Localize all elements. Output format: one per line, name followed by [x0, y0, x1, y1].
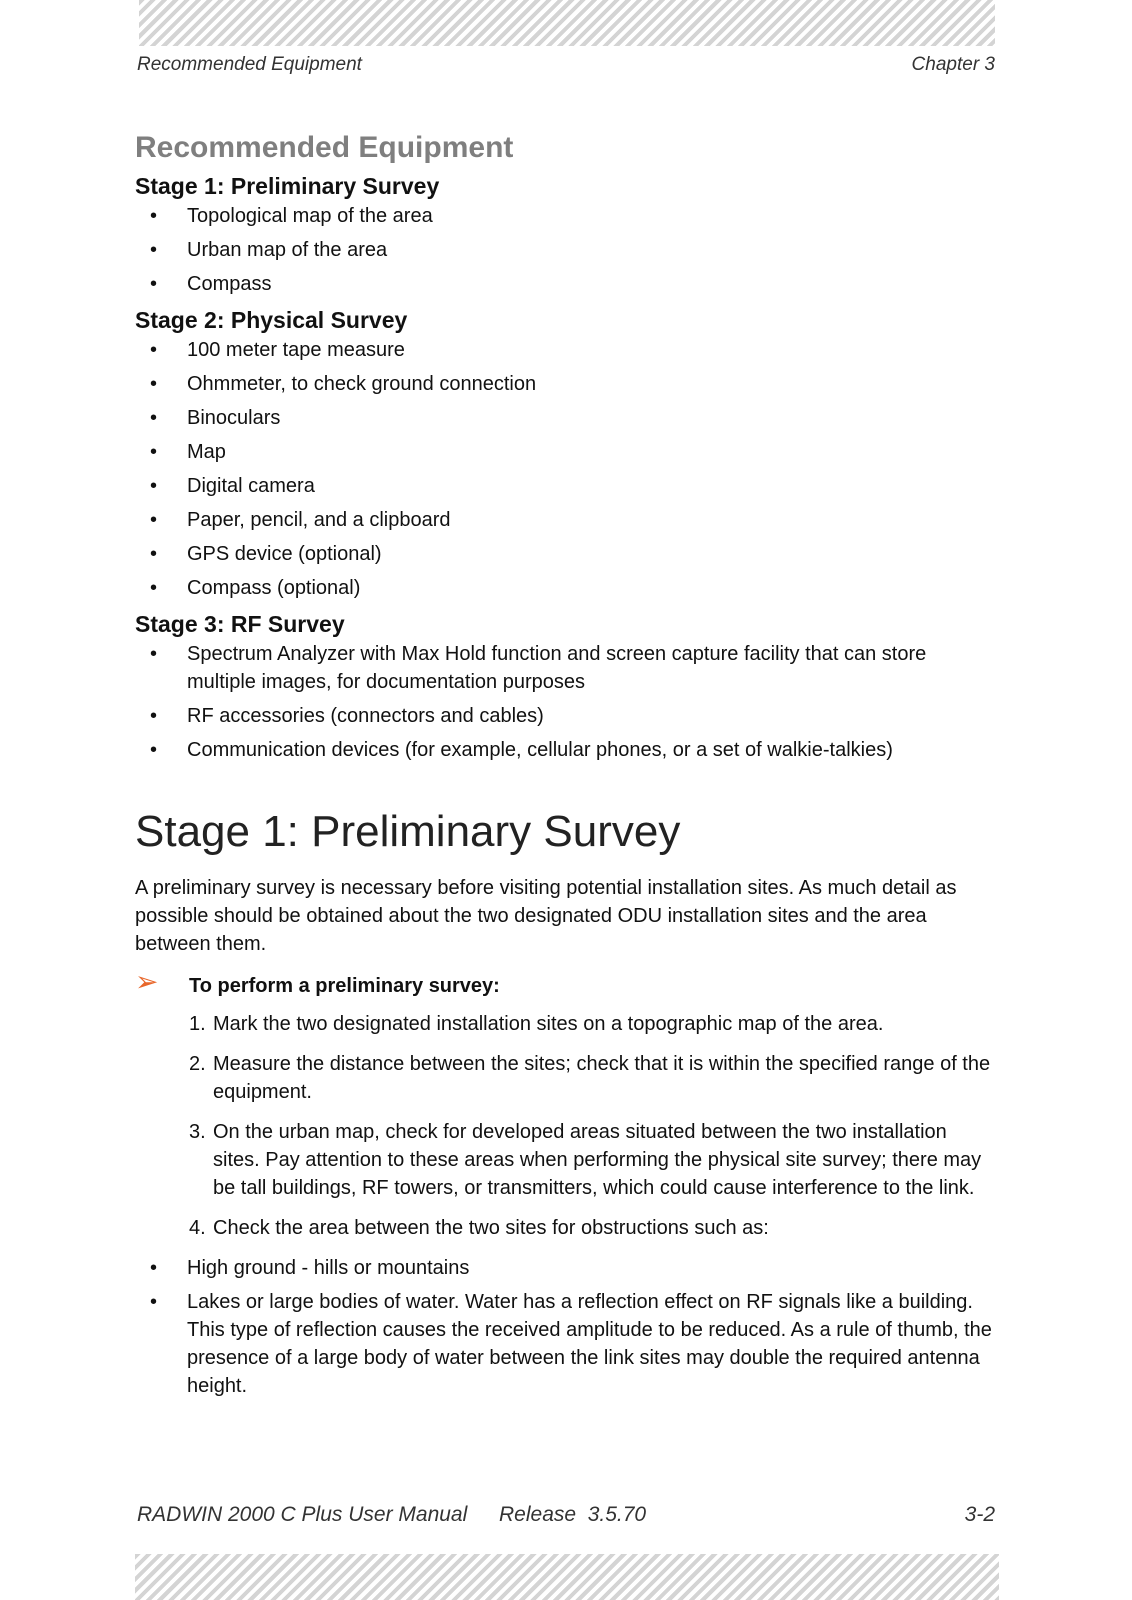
procedure-step: 3. On the urban map, check for developed areas situated between the two installation sites. Pay attention to these areas when performing the physical site survey; there may be tall buildings, RF towers, or transmitters, which could cause interference to the link.: [189, 1121, 982, 1199]
list-item: • Map: [135, 438, 995, 466]
header-stripe-band: [139, 0, 995, 46]
list-item: • Paper, pencil, and a clipboard: [135, 506, 995, 534]
running-header: [137, 54, 995, 76]
footer-page-number: 3-2: [964, 1503, 995, 1526]
procedure-step: 1. Mark the two designated installation sites on a topographic map of the area.: [189, 1013, 884, 1035]
preliminary-survey-title: Stage 1: Preliminary Survey: [135, 807, 681, 856]
list-item: • Topological map of the area: [135, 202, 995, 230]
list-item: • Ohmmeter, to check ground connection: [135, 370, 995, 398]
list-item: • GPS device (optional): [135, 540, 995, 568]
bullet-icon: •: [150, 509, 158, 531]
footer-stripe-band: [135, 1554, 999, 1600]
bullet-icon: •: [150, 1291, 158, 1313]
stage3-equipment-list: [135, 640, 995, 764]
bullet-icon: •: [150, 239, 158, 261]
footer-release: Release 3.5.70: [499, 1503, 647, 1526]
bullet-icon: •: [150, 475, 158, 497]
procedure-steps: [135, 1010, 995, 1242]
preliminary-intro-paragraph: A preliminary survey is necessary before visiting potential installation sites. As much detail as possible should be obtained about the two designated ODU installation sites and the area between them.: [135, 877, 957, 955]
stage3-heading: Stage 3: RF Survey: [135, 611, 345, 637]
bullet-icon: •: [150, 441, 158, 463]
header-chapter: Chapter 3: [911, 54, 995, 75]
bullet-icon: •: [150, 577, 158, 599]
list-item: • Spectrum Analyzer with Max Hold function and screen capture facility that can store multiple images, for documentation purposes: [135, 640, 995, 696]
equipment-section-title: Recommended Equipment: [135, 131, 514, 164]
list-item: • Communication devices (for example, cellular phones, or a set of walkie-talkies): [135, 736, 995, 764]
procedure-arrow-icon: ➢: [135, 966, 159, 997]
footer-manual-title: RADWIN 2000 C Plus User Manual: [137, 1503, 468, 1526]
bullet-icon: •: [150, 205, 158, 227]
list-item: • RF accessories (connectors and cables): [135, 702, 995, 730]
stage2-equipment-list: [135, 336, 995, 602]
bullet-icon: •: [150, 339, 158, 361]
list-item: • Digital camera: [135, 472, 995, 500]
bullet-icon: •: [150, 739, 158, 761]
list-item: • 100 meter tape measure: [135, 336, 995, 364]
list-item: • Lakes or large bodies of water. Water has a reflection effect on RF signals like a building. This type of reflection causes the received amplitude to be reduced. As a rule of thumb, the presence of a large body of water between the link sites may double the required antenna height.: [135, 1288, 995, 1400]
bullet-icon: •: [150, 373, 158, 395]
procedure-step: 2. Measure the distance between the sites; check that it is within the specified range of the equipment.: [189, 1053, 991, 1103]
bullet-icon: •: [150, 407, 158, 429]
list-item: • Urban map of the area: [135, 236, 995, 264]
stage2-heading: Stage 2: Physical Survey: [135, 307, 408, 333]
stage1-heading: Stage 1: Preliminary Survey: [135, 173, 440, 199]
page-content: [135, 128, 995, 1406]
bullet-icon: •: [150, 1257, 158, 1279]
list-item: • Binoculars: [135, 404, 995, 432]
bullet-icon: •: [150, 543, 158, 565]
bullet-icon: •: [150, 273, 158, 295]
bullet-icon: •: [150, 705, 158, 727]
procedure-title: To perform a preliminary survey:: [189, 975, 500, 997]
stage1-equipment-list: [135, 202, 995, 298]
bullet-icon: •: [150, 643, 158, 665]
header-section-name: Recommended Equipment: [137, 54, 362, 75]
obstructions-list: [135, 1254, 995, 1400]
procedure-step: 4. Check the area between the two sites for obstructions such as:: [189, 1217, 769, 1239]
procedure-heading: [135, 966, 995, 1000]
list-item: • Compass: [135, 270, 995, 298]
list-item: • Compass (optional): [135, 574, 995, 602]
list-item: • High ground - hills or mountains: [135, 1254, 995, 1282]
